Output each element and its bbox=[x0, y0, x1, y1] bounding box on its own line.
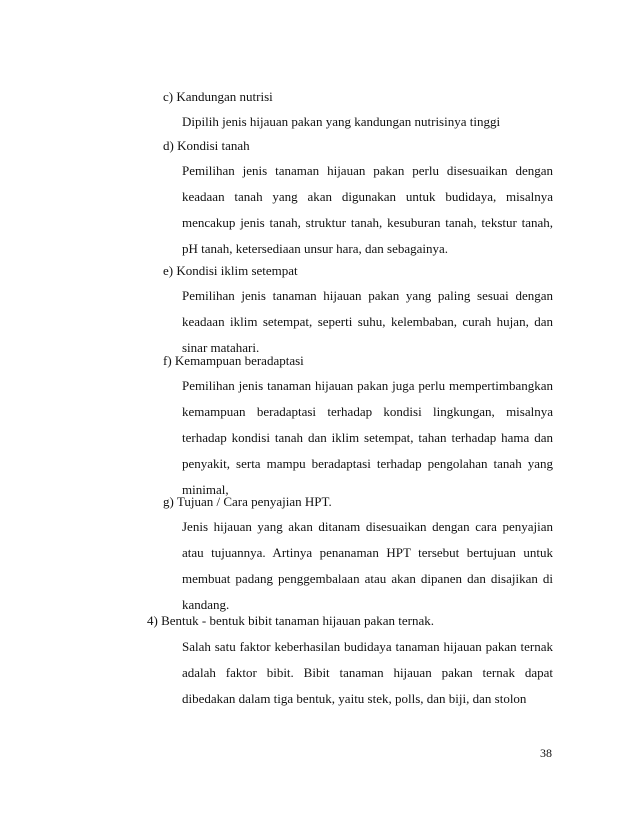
item-heading: e) Kondisi iklim setempat bbox=[163, 263, 298, 278]
section-heading: 4) Bentuk - bentuk bibit tanaman hijauan pakan ternak. bbox=[147, 613, 434, 628]
item-heading: c) Kandungan nutrisi bbox=[163, 89, 273, 104]
page-number: 38 bbox=[540, 746, 552, 760]
item-paragraph: Dipilih jenis hijauan pakan yang kandungan nutrisinya tinggi bbox=[182, 114, 501, 129]
item-paragraph: Pemilihan jenis tanaman hijauan pakan juga perlu mempertimbangkan kemampuan beradaptasi terhadap kondisi lingkungan, misalnya terhadap kondisi tanah dan iklim setempat, tahan terhadap hama dan penyakit, serta mampu beradaptasi terhadap pengolahan tanah yang minimal, bbox=[182, 378, 553, 497]
item-paragraph: Pemilihan jenis tanaman hijauan pakan yang paling sesuai dengan keadaan iklim setempat, seperti suhu, kelembaban, curah hujan, dan sinar matahari. bbox=[182, 288, 553, 355]
item-heading: g) Tujuan / Cara penyajian HPT. bbox=[163, 494, 332, 509]
item-heading: d) Kondisi tanah bbox=[163, 138, 250, 153]
item-paragraph: Jenis hijauan yang akan ditanam disesuaikan dengan cara penyajian atau tujuannya. Artinya penanaman HPT tersebut bertujuan untuk membuat padang penggembalaan atau akan dipanen dan disajikan di kandang. bbox=[182, 519, 553, 612]
item-paragraph: Pemilihan jenis tanaman hijauan pakan perlu disesuaikan dengan keadaan tanah yang akan digunakan untuk budidaya, misalnya mencakup jenis tanah, struktur tanah, kesuburan tanah, tekstur tanah, pH tanah, ketersediaan unsur hara, dan sebagainya. bbox=[182, 163, 553, 256]
item-heading: f) Kemampuan beradaptasi bbox=[163, 353, 304, 368]
section-paragraph: Salah satu faktor keberhasilan budidaya tanaman hijauan pakan ternak adalah faktor bibit. Bibit tanaman hijauan pakan ternak dapat dibedakan dalam tiga bentuk, yaitu stek, polls, dan biji, dan stolon bbox=[182, 639, 553, 706]
